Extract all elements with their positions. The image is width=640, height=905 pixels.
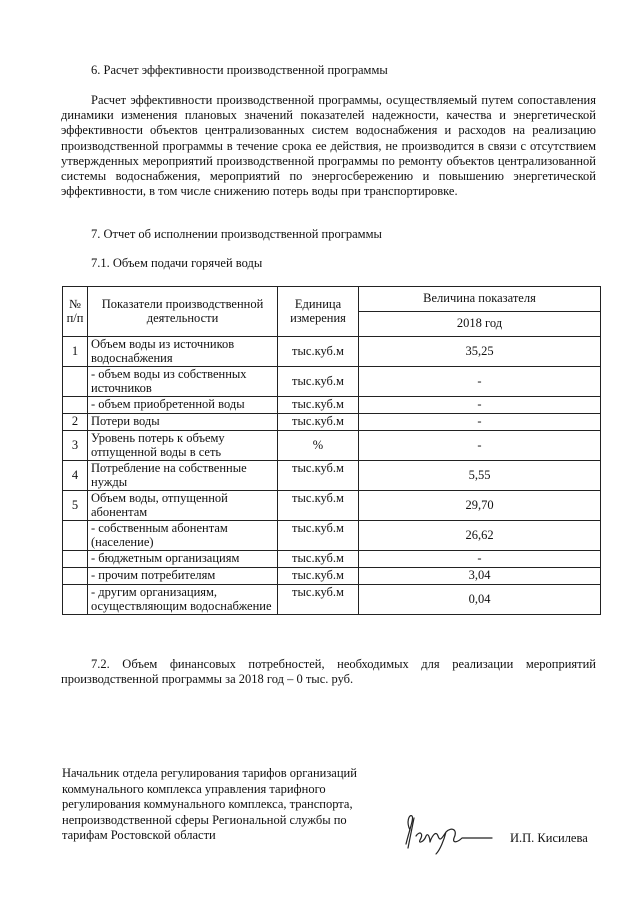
row-indicator: - бюджетным организациям bbox=[88, 551, 278, 568]
row-num bbox=[63, 585, 88, 615]
row-num bbox=[63, 521, 88, 551]
table-row bbox=[63, 397, 601, 414]
row-indicator: - объем воды из собственных источников bbox=[88, 367, 278, 397]
row-value: 0,04 bbox=[359, 585, 601, 615]
row-num: 1 bbox=[63, 337, 88, 367]
section-7-heading: 7. Отчет об исполнении производственной программы bbox=[91, 227, 382, 241]
header-num: № п/п bbox=[63, 287, 88, 337]
table-row bbox=[63, 521, 601, 551]
row-value: - bbox=[359, 367, 601, 397]
row-num bbox=[63, 551, 88, 568]
table-row bbox=[63, 585, 601, 615]
row-value: - bbox=[359, 414, 601, 431]
row-value: 29,70 bbox=[359, 491, 601, 521]
table-row bbox=[63, 337, 601, 367]
row-unit: тыс.куб.м bbox=[278, 585, 359, 615]
table-row bbox=[63, 461, 601, 491]
row-value: 5,55 bbox=[359, 461, 601, 491]
section-7-1-heading: 7.1. Объем подачи горячей воды bbox=[91, 256, 263, 270]
row-value: - bbox=[359, 551, 601, 568]
section-6-text: Расчет эффективности производственной программы, осуществляемый путем сопоставления динамики изменения плановых значений показателей надежности, качества и энергетической эффективности объектов централизованных систем водоснабжения и расходов на реализацию производственной программы в течение срока ее действия, не производится в связи с отсутствием утвержденных мероприятий производственной программы по ремонту объектов централизованной системы водоснабжения, мероприятий по энергосбережению и повышению энергетической эффективности, в том числе снижению потерь воды при транспортировке. bbox=[61, 93, 596, 199]
row-indicator: Объем воды, отпущенной абонентам bbox=[88, 491, 278, 521]
section-7-2-text: 7.2. Объем финансовых потребностей, необходимых для реализации мероприятий производственной программы за 2018 год – 0 тыс. руб. bbox=[61, 657, 596, 687]
row-value: 26,62 bbox=[359, 521, 601, 551]
row-unit: тыс.куб.м bbox=[278, 568, 359, 585]
row-unit: тыс.куб.м bbox=[278, 397, 359, 414]
row-indicator: - объем приобретенной воды bbox=[88, 397, 278, 414]
row-unit: тыс.куб.м bbox=[278, 337, 359, 367]
table-row bbox=[63, 414, 601, 431]
section-6-heading: 6. Расчет эффективности производственной программы bbox=[91, 63, 388, 77]
header-value: Величина показателя bbox=[359, 287, 601, 312]
row-indicator: - собственным абонентам (население) bbox=[88, 521, 278, 551]
row-value: - bbox=[359, 431, 601, 461]
row-unit: тыс.куб.м bbox=[278, 521, 359, 551]
row-unit: тыс.куб.м bbox=[278, 491, 359, 521]
row-indicator: - прочим потребителям bbox=[88, 568, 278, 585]
row-value: 3,04 bbox=[359, 568, 601, 585]
row-num bbox=[63, 367, 88, 397]
signatory-name: И.П. Кисилева bbox=[510, 831, 588, 845]
table-row bbox=[63, 568, 601, 585]
table-row bbox=[63, 431, 601, 461]
row-indicator: Потребление на собственные нужды bbox=[88, 461, 278, 491]
header-year: 2018 год bbox=[359, 312, 601, 337]
table-row bbox=[63, 367, 601, 397]
table-row bbox=[63, 491, 601, 521]
row-num: 3 bbox=[63, 431, 88, 461]
row-num: 4 bbox=[63, 461, 88, 491]
row-unit: тыс.куб.м bbox=[278, 551, 359, 568]
row-indicator: Уровень потерь к объему отпущенной воды в сеть bbox=[88, 431, 278, 461]
hot-water-supply-table bbox=[62, 286, 601, 615]
table-row bbox=[63, 551, 601, 568]
row-indicator: Объем воды из источников водоснабжения bbox=[88, 337, 278, 367]
row-num: 5 bbox=[63, 491, 88, 521]
header-unit: Единица измерения bbox=[278, 287, 359, 337]
row-num bbox=[63, 397, 88, 414]
row-value: - bbox=[359, 397, 601, 414]
row-unit: тыс.куб.м bbox=[278, 414, 359, 431]
row-num bbox=[63, 568, 88, 585]
row-unit: тыс.куб.м bbox=[278, 461, 359, 491]
row-unit: тыс.куб.м bbox=[278, 367, 359, 397]
row-num: 2 bbox=[63, 414, 88, 431]
signatory-position: Начальник отдела регулирования тарифов организаций коммунального комплекса управления тарифного регулирования коммунального комплекса, транспорта, непроизводственной сферы Региональной службы по тарифам Ростовской области bbox=[62, 766, 357, 842]
handwritten-signature bbox=[400, 808, 500, 858]
row-unit: % bbox=[278, 431, 359, 461]
row-indicator: - другим организациям, осуществляющим водоснабжение bbox=[88, 585, 278, 615]
row-value: 35,25 bbox=[359, 337, 601, 367]
header-indicator: Показатели производственной деятельности bbox=[88, 287, 278, 337]
row-indicator: Потери воды bbox=[88, 414, 278, 431]
